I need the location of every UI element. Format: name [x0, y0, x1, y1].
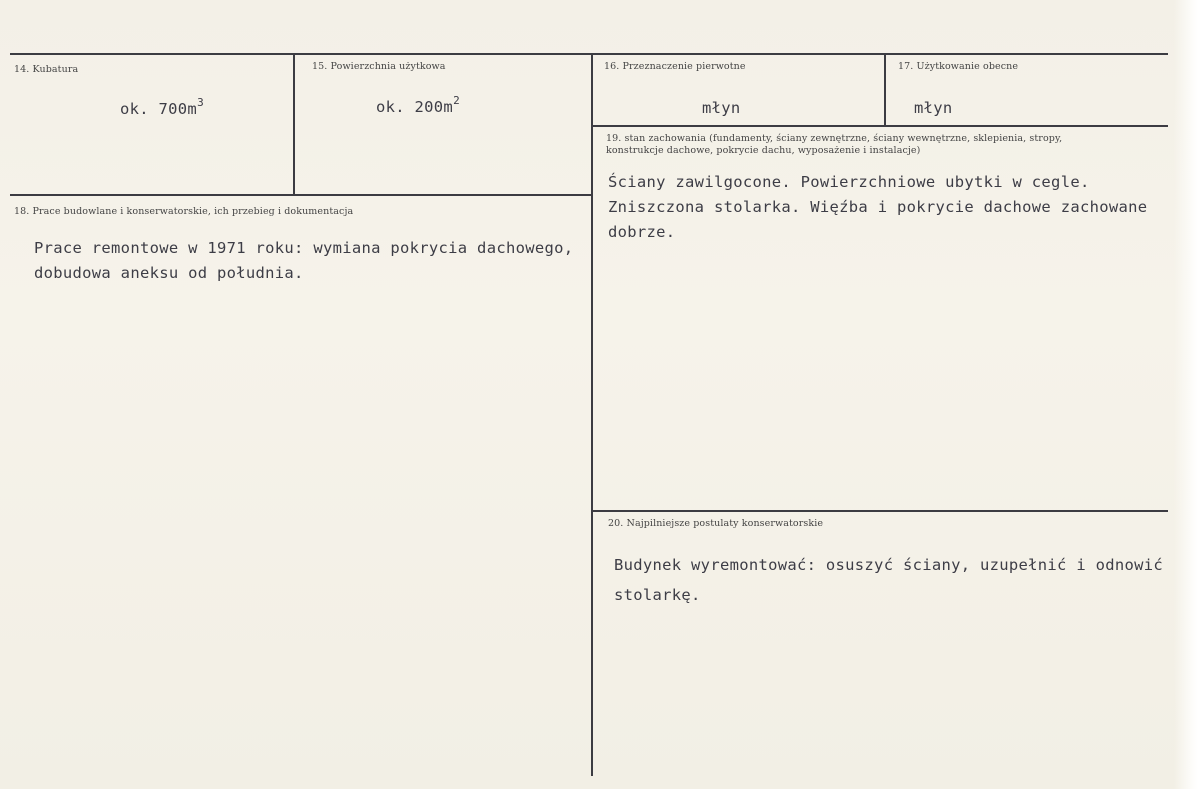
field-14-label: 14. Kubatura [14, 64, 79, 75]
field-19-label [606, 133, 1146, 157]
field-14-value-text: ok. 700m [120, 100, 198, 119]
center-divider [591, 54, 593, 776]
field-17-label: 17. Użytkowanie obecne [898, 61, 1019, 72]
field-19-value: Ściany zawilgocone. Powierzchniowe ubytki w cegle. Zniszczona stolarka. Więźba i pokrycie dachowe zachowane dobrze. [608, 173, 1148, 241]
field-15-sup: 2 [453, 94, 460, 107]
divider-14-15 [293, 54, 295, 195]
field-16-label: 16. Przeznaczenie pierwotne [604, 61, 746, 72]
field-20-value: Budynek wyremontować: osuszyć ściany, uzupełnić i odnowić stolarkę. [614, 556, 1164, 604]
field-15-value [376, 96, 460, 116]
divider-16-17 [884, 54, 886, 126]
field-15-label: 15. Powierzchnia użytkowa [312, 61, 446, 72]
top-rule [10, 53, 1168, 55]
field-14-sup: 3 [197, 96, 204, 109]
field-15-value-text: ok. 200m [376, 98, 454, 117]
field-18-label: 18. Prace budowlane i konserwatorskie, ich przebieg i dokumentacja [14, 206, 354, 217]
rule-right-19 [592, 125, 1168, 127]
field-19-label-line2: konstrukcje dachowe, pokrycie dachu, wyposażenie i instalacje) [606, 145, 921, 156]
rule-left-18 [10, 194, 592, 196]
rule-right-20 [592, 510, 1168, 512]
field-20-label: 20. Najpilniejsze postulaty konserwatorskie [608, 518, 824, 529]
field-14-value [120, 98, 204, 118]
field-19-label-line1: 19. stan zachowania (fundamenty, ściany zewnętrzne, ściany wewnętrzne, sklepienia, stropy, [606, 133, 1063, 144]
field-16-value: młyn [702, 99, 741, 117]
field-18-value: Prace remontowe w 1971 roku: wymiana pokrycia dachowego, dobudowa aneksu od południa. [34, 239, 574, 282]
paper-edge [1174, 0, 1198, 789]
field-17-value: młyn [914, 99, 953, 117]
